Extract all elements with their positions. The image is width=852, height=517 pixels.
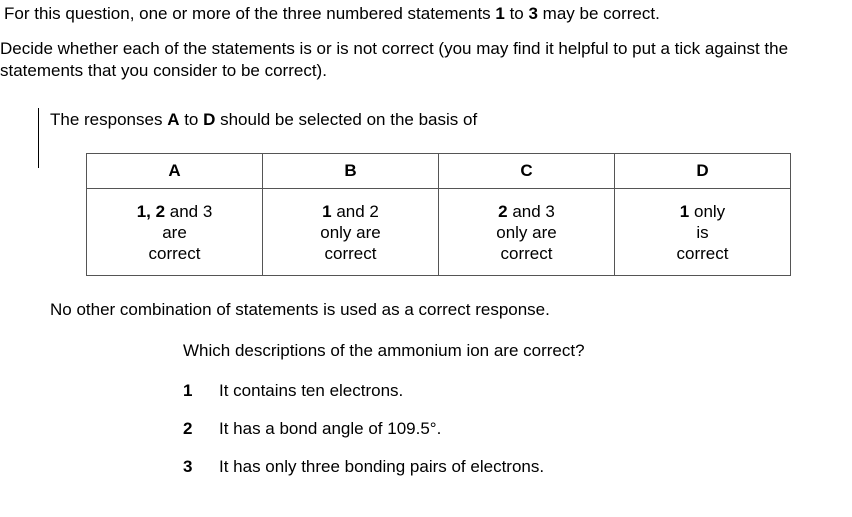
lead-text: The responses [50, 110, 168, 129]
response-header-a: A [87, 154, 263, 189]
cell-line-2: is [696, 222, 709, 242]
cell-line-2: only are [496, 222, 557, 242]
response-key-header-row [87, 154, 791, 189]
cell-text: and 3 [507, 201, 555, 221]
instruction-text: , one or more of the three numbered statements [129, 4, 496, 23]
instruction-bold: 1 [495, 4, 505, 23]
response-cell-a [87, 189, 263, 276]
cell-text: only [689, 201, 726, 221]
cell-bold: 1, 2 [136, 201, 166, 221]
instruction-text: question [65, 4, 130, 23]
cell-line-3: correct [500, 243, 553, 263]
cell-text: and 3 [165, 201, 213, 221]
cell-line-1 [439, 201, 614, 222]
response-header-b: B [263, 154, 439, 189]
cell-bold: 1 [679, 201, 690, 221]
cell-text: and 2 [331, 201, 379, 221]
lead-text: to [179, 110, 204, 129]
responses-lead [50, 110, 477, 130]
cell-bold: 2 [498, 201, 508, 221]
instruction-text: For this [4, 4, 66, 23]
lead-text: should be selected on the basis of [215, 110, 478, 129]
no-other-combination-note: No other combination of statements is used as a correct response. [50, 300, 550, 319]
instruction-line-1 [4, 4, 660, 24]
instruction-bold: 3 [528, 4, 538, 23]
instruction-line-2: Decide whether each of the statements is or is not correct (you may find it helpful to put a tick against the statements that you consider to be correct). [0, 39, 789, 80]
response-cell-b [263, 189, 439, 276]
response-header-c: C [439, 154, 615, 189]
cell-line-2: only are [320, 222, 381, 242]
cell-line-2: are [162, 222, 187, 242]
response-key-body-row [87, 189, 791, 276]
cell-bold: 1 [322, 201, 332, 221]
response-header-d: D [615, 154, 791, 189]
statement-text: It contains ten electrons. [219, 381, 404, 400]
statement-text: It has a bond angle of 109.5°. [219, 419, 442, 438]
cell-line-3: correct [148, 243, 201, 263]
response-cell-d [615, 189, 791, 276]
response-cell-c [439, 189, 615, 276]
statement-number: 1 [183, 381, 193, 400]
instruction-text: may be correct. [537, 4, 660, 23]
cell-line-1 [615, 201, 790, 222]
statement-number: 3 [183, 457, 193, 476]
instruction-text: to [504, 4, 529, 23]
cell-line-1 [87, 201, 262, 222]
cell-line-3: correct [324, 243, 377, 263]
response-key-table [86, 153, 791, 276]
lead-bold: D [203, 110, 216, 129]
lead-bold: A [167, 110, 180, 129]
statement-number: 2 [183, 419, 193, 438]
margin-mark [38, 166, 39, 168]
statement-text: It has only three bonding pairs of electrons. [219, 457, 545, 476]
margin-rule [38, 108, 39, 166]
question-stem: Which descriptions of the ammonium ion are correct? [183, 341, 585, 360]
cell-line-1 [263, 201, 438, 222]
cell-line-3: correct [676, 243, 729, 263]
